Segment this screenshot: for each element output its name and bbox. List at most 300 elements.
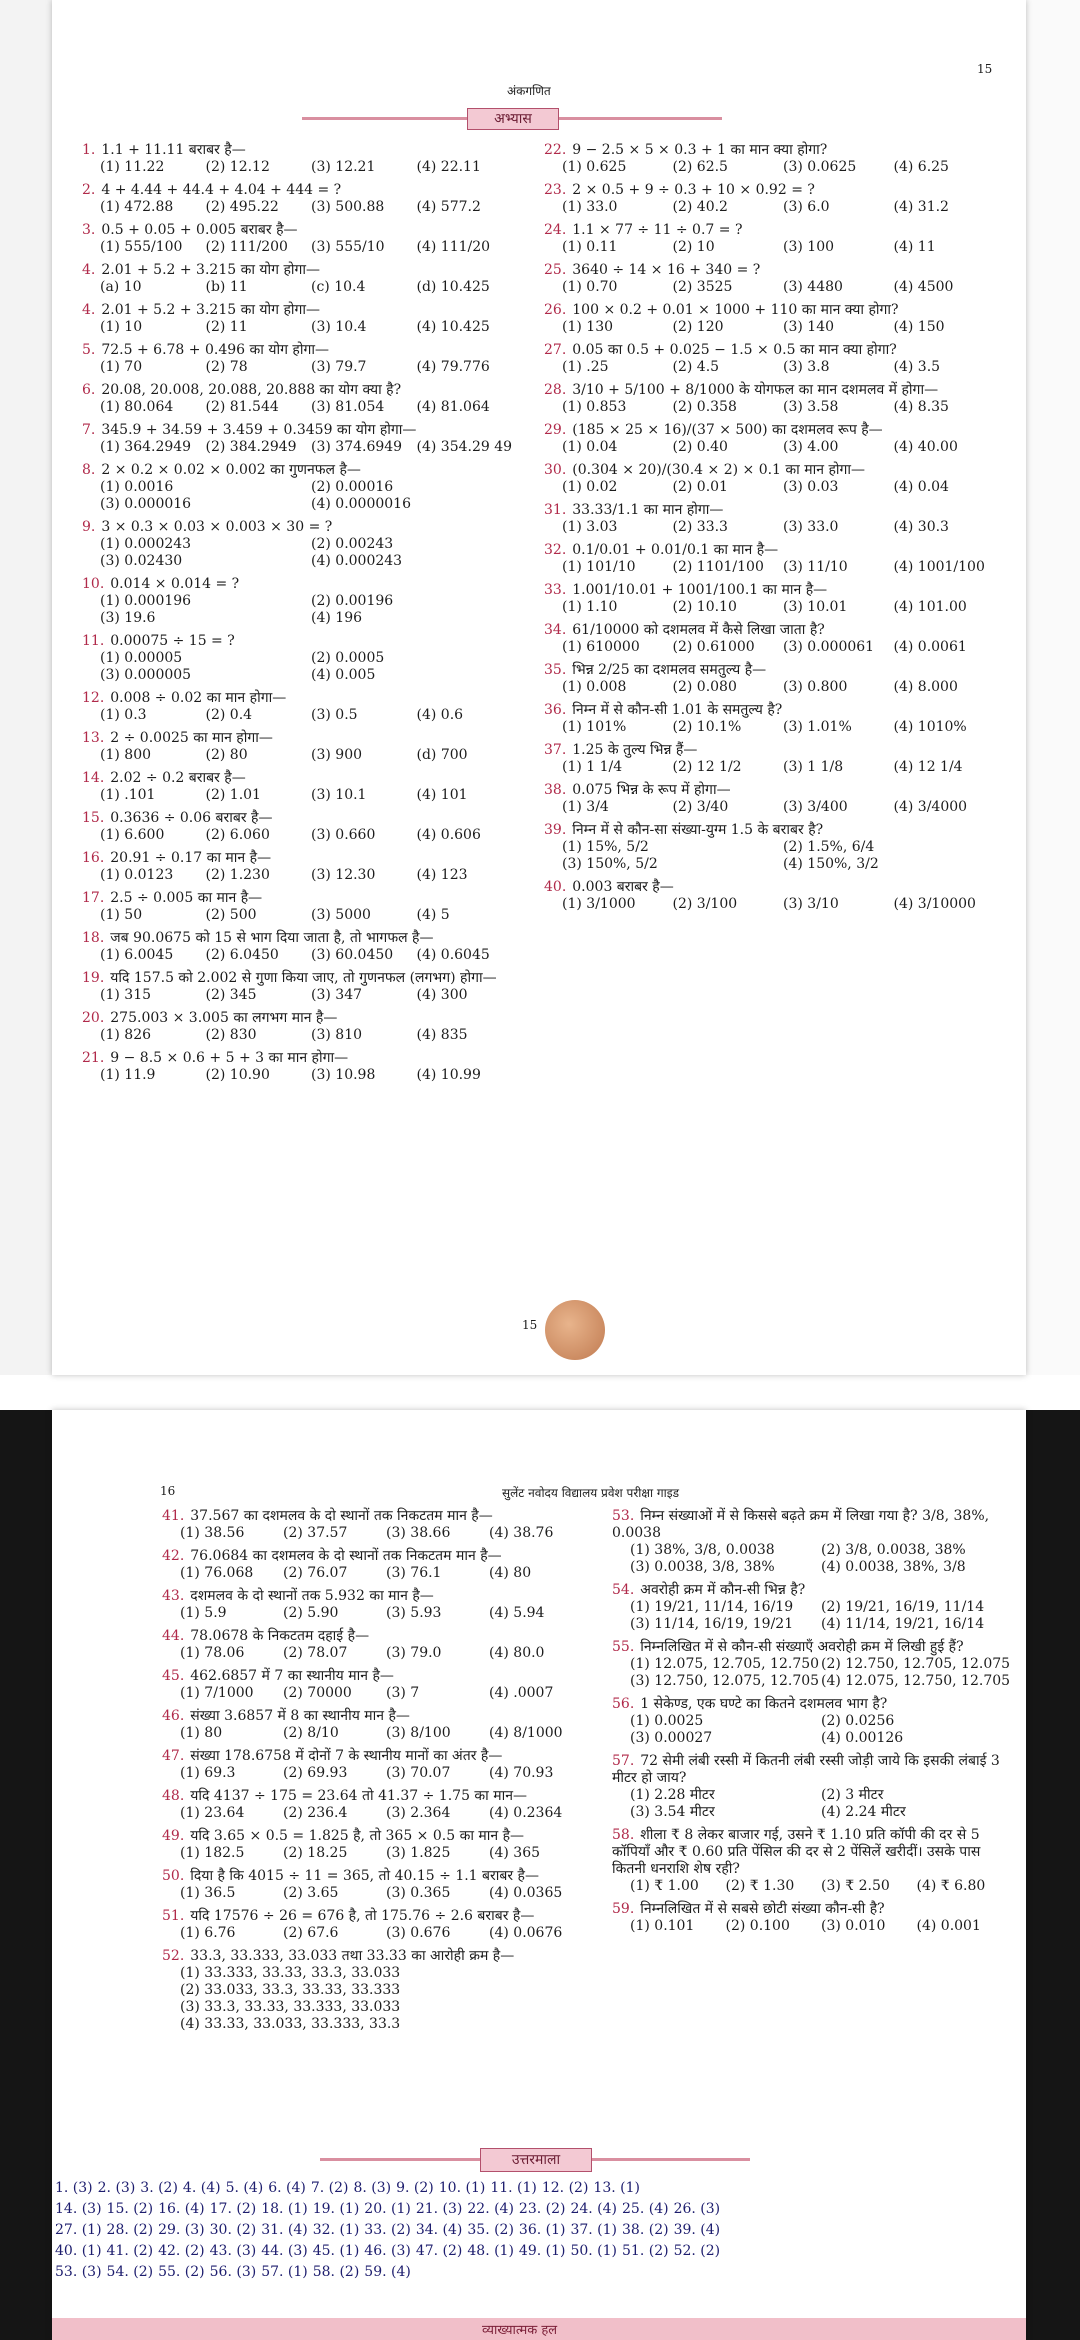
option: (2) 6.060 — [205, 827, 270, 843]
answer-item: 26. (3) — [673, 2201, 721, 2217]
option: (1) 6.600 — [100, 827, 165, 843]
question-item — [162, 1588, 592, 1622]
question-number: 57. — [612, 1753, 635, 1769]
question-number: 14. — [82, 770, 105, 786]
answer-item: 37. (1) — [570, 2222, 618, 2238]
question-text — [162, 1628, 592, 1645]
answer-item: 3. (2) — [140, 2180, 178, 2196]
option: (3) 33.3, 33.33, 33.333, 33.033 — [180, 1999, 401, 2015]
question-number: 41. — [162, 1508, 185, 1524]
option: (1) 0.008 — [562, 679, 627, 695]
question-number: 3. — [82, 222, 96, 238]
option: (3) ₹ 2.50 — [821, 1878, 890, 1894]
question-body: 100 × 0.2 + 0.01 × 1000 + 110 का मान क्या होगा? — [572, 302, 899, 318]
option: (2) 3 मीटर — [821, 1787, 884, 1803]
question-text — [544, 462, 1004, 479]
option: (2) 3/8, 0.0038, 38% — [821, 1542, 966, 1558]
question-body: दशमलव के दो स्थानों तक 5.932 का मान है— — [190, 1588, 434, 1604]
question-text — [82, 970, 522, 987]
question-text — [82, 422, 522, 439]
question-text — [544, 662, 1004, 679]
answer-item: 38. (2) — [622, 2222, 669, 2238]
options — [544, 199, 1004, 216]
option: (4) 79.776 — [416, 359, 490, 375]
answer-item: 20. (1) — [364, 2201, 411, 2217]
question-item — [82, 382, 522, 416]
option: (1) 0.625 — [562, 159, 627, 175]
options — [162, 1805, 592, 1822]
question-body: 0.00075 ÷ 15 = ? — [110, 633, 235, 649]
answer-item: 27. (1) — [55, 2222, 102, 2238]
question-body: 0.5 + 0.05 + 0.005 बराबर है— — [101, 222, 298, 238]
option: (3) 5000 — [311, 907, 371, 923]
question-number: 16. — [82, 850, 105, 866]
options — [82, 439, 522, 456]
option: (4) 150%, 3/2 — [783, 856, 879, 872]
option: (3) 12.750, 12.075, 12.705 — [630, 1673, 820, 1689]
question-text — [544, 582, 1004, 599]
question-item — [82, 633, 522, 684]
question-number: 48. — [162, 1788, 185, 1804]
option: (1) 19/21, 11/14, 16/19 — [630, 1599, 794, 1615]
option: (1) 0.04 — [562, 439, 618, 455]
option: (2) 80 — [205, 747, 248, 763]
question-number: 46. — [162, 1708, 185, 1724]
option: (3) 1.825 — [386, 1845, 451, 1861]
answer-item: 42. (2) — [158, 2243, 205, 2259]
question-body: 0.1/0.01 + 0.01/0.1 का मान है— — [572, 542, 779, 558]
question-body: निम्नलिखित में से सबसे छोटी संख्या कौन-सी है? — [640, 1901, 885, 1917]
question-number: 8. — [82, 462, 96, 478]
question-item — [162, 1748, 592, 1782]
option: (a) 10 — [100, 279, 142, 295]
question-item — [82, 182, 522, 216]
option: (2) 76.07 — [283, 1565, 348, 1581]
answer-item: 16. (4) — [158, 2201, 205, 2217]
options — [612, 1599, 1012, 1633]
option: (1) 0.853 — [562, 399, 627, 415]
answer-item: 34. (4) — [415, 2222, 463, 2238]
question-text — [544, 742, 1004, 759]
question-number: 53. — [612, 1508, 635, 1524]
question-text — [82, 930, 522, 947]
option: (4) 3.5 — [893, 359, 941, 375]
question-body: 72.5 + 6.78 + 0.496 का योग होगा— — [101, 342, 329, 358]
question-item — [544, 382, 1004, 416]
option: (1) 2.28 मीटर — [630, 1787, 715, 1803]
option: (4) 1001/100 — [893, 559, 985, 575]
option: (3) 347 — [311, 987, 363, 1003]
question-body: 1.1 + 11.11 बराबर है— — [101, 142, 246, 158]
option: (3) 60.0450 — [311, 947, 394, 963]
answers-banner — [320, 2148, 750, 2170]
option: (1) 7/1000 — [180, 1685, 254, 1701]
option: (1) .101 — [100, 787, 156, 803]
option: (2) 6.0450 — [205, 947, 279, 963]
question-text — [82, 222, 522, 239]
question-body: जब 90.0675 को 15 से भाग दिया जाता है, तो भागफल है— — [110, 930, 434, 946]
option: (4) 12 1/4 — [893, 759, 963, 775]
question-text — [544, 342, 1004, 359]
question-body: 0.008 ÷ 0.02 का मान होगा— — [110, 690, 287, 706]
question-item — [612, 1753, 1012, 1821]
question-item — [544, 182, 1004, 216]
question-body: 72 सेमी लंबी रस्सी में कितनी लंबी रस्सी जोड़ी जाये कि इसकी लंबाई 3 मीटर हो जाय? — [612, 1753, 1000, 1786]
answer-key — [55, 2178, 1015, 2283]
question-item — [544, 502, 1004, 536]
option: (2) 3/40 — [672, 799, 729, 815]
answer-item: 19. (1) — [312, 2201, 360, 2217]
question-item — [82, 890, 522, 924]
answer-item: 36. (1) — [518, 2222, 566, 2238]
question-number: 44. — [162, 1628, 185, 1644]
option: (1) 555/100 — [100, 239, 183, 255]
option: (2) 3525 — [672, 279, 733, 295]
option: (4) .0007 — [489, 1685, 554, 1701]
option: (4) 150 — [893, 319, 945, 335]
option: (3) 10.98 — [311, 1067, 376, 1083]
answer-item: 24. (4) — [570, 2201, 618, 2217]
options — [544, 759, 1004, 776]
option: (1) 364.2949 — [100, 439, 192, 455]
option: (1) 0.11 — [562, 239, 618, 255]
option: (3) 4480 — [783, 279, 843, 295]
question-item — [612, 1827, 1012, 1895]
options — [82, 650, 522, 684]
options — [162, 1845, 592, 1862]
question-body: 3640 ÷ 14 × 16 + 340 = ? — [572, 262, 761, 278]
options — [544, 479, 1004, 496]
option: (4) 1010% — [893, 719, 967, 735]
question-item — [162, 1668, 592, 1702]
question-text — [82, 770, 522, 787]
options — [612, 1656, 1012, 1690]
options — [162, 1565, 592, 1582]
option: (3) 0.000005 — [100, 667, 192, 683]
question-body: 78.0678 के निकटतम दहाई है— — [190, 1628, 370, 1644]
option: (4) 101 — [416, 787, 468, 803]
question-text — [82, 730, 522, 747]
option: (3) 10.4 — [311, 319, 367, 335]
option: (4) 835 — [416, 1027, 468, 1043]
option: (2) 495.22 — [205, 199, 279, 215]
question-item — [82, 1050, 522, 1084]
page-number: 16 — [160, 1484, 176, 1498]
option: (4) 2.24 मीटर — [821, 1804, 906, 1820]
option: (2) 10.10 — [672, 599, 737, 615]
option: (3) 0.676 — [386, 1925, 451, 1941]
option: (1) 76.068 — [180, 1565, 254, 1581]
question-text — [612, 1901, 1012, 1918]
solutions-strip — [52, 2318, 1026, 2340]
question-item — [82, 422, 522, 456]
answer-item: 54. (2) — [106, 2264, 154, 2280]
page-number: 15 — [977, 62, 993, 76]
answer-item: 12. (2) — [541, 2180, 589, 2196]
question-item — [544, 622, 1004, 656]
question-item — [612, 1696, 1012, 1747]
option: (2) 1.01 — [205, 787, 261, 803]
option: (1) 800 — [100, 747, 152, 763]
option: (3) 4.00 — [783, 439, 839, 455]
option: (1) 50 — [100, 907, 143, 923]
question-item — [162, 1868, 592, 1902]
question-text — [162, 1908, 592, 1925]
questions-left-column — [82, 142, 522, 1090]
question-text — [162, 1948, 592, 1965]
option: (1) 33.333, 33.33, 33.3, 33.033 — [180, 1965, 401, 1981]
option: (3) 70.07 — [386, 1765, 451, 1781]
option: (1) 3/4 — [562, 799, 609, 815]
answer-item: 56. (3) — [209, 2264, 257, 2280]
question-text — [544, 879, 1004, 896]
option: (3) 11/14, 16/19, 19/21 — [630, 1616, 794, 1632]
question-number: 33. — [544, 582, 567, 598]
options — [162, 1685, 592, 1702]
option: (1) 11.22 — [100, 159, 165, 175]
option: (1) 69.3 — [180, 1765, 236, 1781]
option: (4) 33.33, 33.033, 33.333, 33.3 — [180, 2016, 401, 2032]
option: (4) 12.075, 12.750, 12.705 — [821, 1673, 1011, 1689]
option: (1) 1.10 — [562, 599, 618, 615]
option: (3) 0.000061 — [783, 639, 875, 655]
option: (4) 11 — [893, 239, 936, 255]
option: (1) 826 — [100, 1027, 152, 1043]
option: (4) 22.11 — [416, 159, 481, 175]
question-number: 38. — [544, 782, 567, 798]
options — [82, 947, 522, 964]
question-text — [82, 302, 522, 319]
question-number: 17. — [82, 890, 105, 906]
answer-item: 45. (1) — [312, 2243, 360, 2259]
question-body: 33.3, 33.333, 33.033 तथा 33.33 का आरोही क्रम है— — [190, 1948, 515, 1964]
option: (2) 33.3 — [672, 519, 728, 535]
option: (1) 3.03 — [562, 519, 618, 535]
question-body: 1.001/10.01 + 1001/100.1 का मान है— — [572, 582, 828, 598]
options — [82, 479, 522, 513]
option: (2) 12.750, 12.705, 12.075 — [821, 1656, 1011, 1672]
options — [544, 279, 1004, 296]
options — [544, 679, 1004, 696]
options — [82, 319, 522, 336]
option: (2) 120 — [672, 319, 724, 335]
questions-left-column — [162, 1508, 592, 2039]
question-body: 2.01 + 5.2 + 3.215 का योग होगा— — [101, 262, 321, 278]
option: (2) 0.0005 — [311, 650, 385, 666]
question-body: यदि 157.5 को 2.002 से गुणा किया जाए, तो गुणनफल (लगभग) होगा— — [110, 970, 497, 986]
option: (c) 10.4 — [311, 279, 366, 295]
option: (4) 111/20 — [416, 239, 491, 255]
question-body: शीला ₹ 8 लेकर बाजार गई, उसने ₹ 1.10 प्रति कॉपी की दर से 5 कॉपियाँ और ₹ 0.60 प्रति पेंसिल की दर से 2 पेंसिलें खरीदीं। उसके पास कितनी धनराशि शेष रही? — [612, 1827, 981, 1877]
question-number: 21. — [82, 1050, 105, 1066]
question-body: 1.1 × 77 ÷ 11 ÷ 0.7 = ? — [572, 222, 743, 238]
option: (3) 1.01% — [783, 719, 852, 735]
option: (2) 0.080 — [672, 679, 737, 695]
answer-item: 57. (1) — [261, 2264, 308, 2280]
question-text — [82, 810, 522, 827]
question-item — [544, 462, 1004, 496]
options — [544, 519, 1004, 536]
question-body: यदि 17576 ÷ 26 = 676 है, तो 175.76 ÷ 2.6 बराबर है— — [190, 1908, 535, 1924]
options — [82, 1027, 522, 1044]
options — [544, 439, 1004, 456]
option: (4) 70.93 — [489, 1765, 554, 1781]
question-item — [612, 1901, 1012, 1935]
question-item — [544, 342, 1004, 376]
question-item — [82, 930, 522, 964]
option: (3) 8/100 — [386, 1725, 451, 1741]
option: (3) 3/400 — [783, 799, 848, 815]
option: (3) 7 — [386, 1685, 420, 1701]
question-body: 2 × 0.5 + 9 ÷ 0.3 + 10 × 0.92 = ? — [572, 182, 815, 198]
question-body: निम्न में से कौन-सी 1.01 के समतुल्य है? — [572, 702, 783, 718]
option: (2) 37.57 — [283, 1525, 348, 1541]
question-body: 3/10 + 5/100 + 8/1000 के योगफल का मान दशमलव में होगा— — [572, 382, 939, 398]
option: (1) 15%, 5/2 — [562, 839, 649, 855]
answer-item: 44. (3) — [261, 2243, 308, 2259]
answer-item: 58. (2) — [312, 2264, 360, 2280]
option: (4) 8.000 — [893, 679, 958, 695]
option: (1) 12.075, 12.705, 12.750 — [630, 1656, 820, 1672]
answer-item: 39. (4) — [673, 2222, 721, 2238]
answer-item: 30. (2) — [209, 2222, 257, 2238]
options — [82, 827, 522, 844]
options — [612, 1878, 1012, 1895]
question-item — [82, 519, 522, 570]
question-number: 55. — [612, 1639, 635, 1655]
option: (2) 12.12 — [205, 159, 270, 175]
option: (4) 30.3 — [893, 519, 949, 535]
answer-item: 55. (2) — [158, 2264, 205, 2280]
question-item — [82, 810, 522, 844]
question-number: 54. — [612, 1582, 635, 1598]
question-text — [162, 1868, 592, 1885]
options — [162, 1645, 592, 1662]
option: (2) 1101/100 — [672, 559, 764, 575]
question-body: 4 + 4.44 + 44.4 + 4.04 + 444 = ? — [101, 182, 342, 198]
question-body: यदि 4137 ÷ 175 = 23.64 तो 41.37 ÷ 1.75 का मान— — [190, 1788, 528, 1804]
options — [82, 536, 522, 570]
option: (1) 78.06 — [180, 1645, 245, 1661]
option: (4) 5.94 — [489, 1605, 545, 1621]
options — [82, 593, 522, 627]
answer-item: 35. (2) — [467, 2222, 514, 2238]
option: (4) 0.0000016 — [311, 496, 411, 512]
option: (2) 236.4 — [283, 1805, 348, 1821]
option: (2) 62.5 — [672, 159, 728, 175]
question-item — [162, 1628, 592, 1662]
option: (4) 123 — [416, 867, 468, 883]
question-text — [544, 302, 1004, 319]
questions-right-column — [544, 142, 1004, 919]
question-text — [544, 782, 1004, 799]
question-text — [612, 1582, 1012, 1599]
question-number: 42. — [162, 1548, 185, 1564]
question-item — [544, 262, 1004, 296]
option: (2) 384.2949 — [205, 439, 297, 455]
option: (1) 6.76 — [180, 1925, 236, 1941]
question-body: 345.9 + 34.59 + 3.459 + 0.3459 का योग होगा— — [101, 422, 417, 438]
question-item — [82, 302, 522, 336]
question-body: 2 × 0.2 × 0.02 × 0.002 का गुणनफल है— — [101, 462, 361, 478]
option: (3) 0.010 — [821, 1918, 886, 1934]
option: (4) 11/14, 19/21, 16/14 — [821, 1616, 985, 1632]
question-body: 275.003 × 3.005 का लगभग मान है— — [110, 1010, 338, 1026]
option: (4) 0.6045 — [416, 947, 490, 963]
question-item — [162, 1708, 592, 1742]
option: (2) 18.25 — [283, 1845, 348, 1861]
question-text — [544, 542, 1004, 559]
question-number: 25. — [544, 262, 567, 278]
answer-item: 14. (3) — [55, 2201, 102, 2217]
question-number: 7. — [82, 422, 96, 438]
right-margin — [1026, 0, 1080, 1375]
options — [82, 399, 522, 416]
answer-item: 2. (3) — [97, 2180, 136, 2196]
question-text — [544, 382, 1004, 399]
question-body: निम्न संख्याओं में से किससे बढ़ते क्रम में लिखा गया है? 3/8, 38%, 0.0038 — [612, 1508, 990, 1541]
question-text — [544, 222, 1004, 239]
page-footer-number: 15 — [522, 1318, 538, 1332]
question-number: 34. — [544, 622, 567, 638]
answer-item: 6. (4) — [268, 2180, 306, 2196]
option: (3) 3.54 मीटर — [630, 1804, 715, 1820]
question-text — [544, 262, 1004, 279]
question-body: 37.567 का दशमलव के दो स्थानों तक निकटतम मान है— — [190, 1508, 493, 1524]
option: (1) 1 1/4 — [562, 759, 623, 775]
answer-item: 43. (3) — [209, 2243, 257, 2259]
question-number: 22. — [544, 142, 567, 158]
option: (3) 81.054 — [311, 399, 385, 415]
options — [544, 239, 1004, 256]
question-text — [544, 822, 1004, 839]
question-number: 49. — [162, 1828, 185, 1844]
question-body: 1 सेकेण्ड, एक घण्टे का कितने दशमलव भाग है? — [640, 1696, 888, 1712]
exercise-banner-label: अभ्यास — [467, 108, 559, 130]
answer-item: 53. (3) — [55, 2264, 102, 2280]
question-number: 5. — [82, 342, 96, 358]
question-text — [162, 1668, 592, 1685]
page-gap — [0, 1375, 1080, 1410]
option: (4) 0.0365 — [489, 1885, 563, 1901]
answer-item: 22. (4) — [467, 2201, 514, 2217]
question-text — [162, 1588, 592, 1605]
answer-item: 13. (1) — [593, 2180, 640, 2196]
answer-item: 41. (2) — [106, 2243, 154, 2259]
questions-right-column — [612, 1508, 1012, 1941]
question-text — [162, 1508, 592, 1525]
option: (2) 0.4 — [205, 707, 253, 723]
question-text — [82, 382, 522, 399]
question-number: 56. — [612, 1696, 635, 1712]
option: (3) 79.0 — [386, 1645, 442, 1661]
option: (4) 196 — [311, 610, 363, 626]
options — [544, 799, 1004, 816]
question-number: 2. — [82, 182, 96, 198]
option: (1) .25 — [562, 359, 609, 375]
option: (4) 354.29 49 — [416, 439, 513, 455]
option: (4) 0.2364 — [489, 1805, 563, 1821]
option: (4) 0.000243 — [311, 553, 403, 569]
question-body: 76.0684 का दशमलव के दो स्थानों तक निकटतम मान है— — [190, 1548, 502, 1564]
question-text — [82, 342, 522, 359]
options — [82, 359, 522, 376]
question-text — [544, 702, 1004, 719]
question-text — [82, 182, 522, 199]
question-body: निम्नलिखित में से कौन-सी संख्याएँ अवरोही क्रम में लिखी हुई हैं? — [640, 1639, 964, 1655]
option: (2) 1.230 — [205, 867, 270, 883]
question-text — [162, 1828, 592, 1845]
